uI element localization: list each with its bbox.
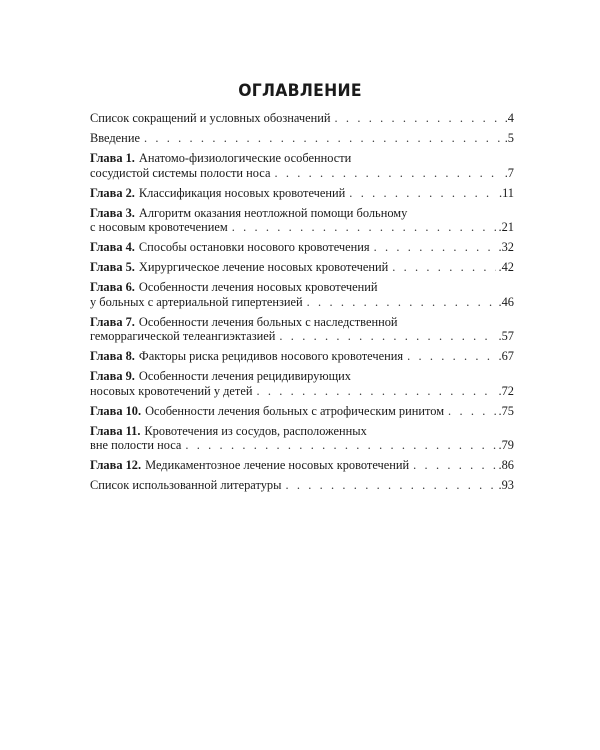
toc-entry-text: Классификация носовых кровотечений: [138, 185, 346, 200]
toc-entry-chapter-8[interactable]: [90, 349, 514, 364]
chapter-number: Глава 4.: [90, 240, 135, 255]
toc-title: ОГЛАВЛЕНИЕ: [238, 81, 362, 101]
toc-entry-text: Анатомо-физиологические особенности: [138, 150, 352, 165]
toc-entry-text: Список использованной литературы: [90, 478, 282, 493]
toc-entry-chapter-4[interactable]: [90, 240, 514, 255]
toc-entry-chapter-7[interactable]: [90, 315, 514, 344]
toc-entry-text: Особенности лечения рецидивирующих: [138, 369, 352, 384]
dot-leader: [413, 458, 495, 473]
dot-leader: [279, 329, 495, 344]
dot-leader: [256, 384, 495, 399]
chapter-number: Глава 5.: [90, 260, 135, 275]
toc-entry-text-continued: с носовым кровотечением: [90, 220, 228, 235]
dot-leader: [335, 111, 502, 126]
toc-entry-abbreviations[interactable]: [90, 111, 514, 126]
toc-entry-text-continued: у больных с артериальной гипертензией: [90, 294, 303, 309]
toc-entry-chapter-2[interactable]: [90, 186, 514, 201]
toc-entry-page: . 57: [499, 329, 515, 344]
chapter-number: Глава 10.: [90, 403, 142, 418]
toc-entry-page: . 46: [499, 295, 515, 310]
toc-entry-text-continued: сосудистой системы полости носа: [90, 165, 271, 180]
dot-leader: [232, 220, 496, 235]
toc-entry-page: . 21: [499, 220, 515, 235]
dot-leader: [185, 438, 495, 453]
toc-entry-page: . 7: [505, 166, 514, 181]
toc-entry-introduction[interactable]: [90, 131, 514, 146]
toc-entry-text: Особенности лечения больных с атрофическим ринитом: [145, 403, 445, 418]
chapter-number: Глава 1.: [90, 150, 135, 165]
toc-entry-page: . 67: [499, 349, 515, 364]
toc-entry-chapter-3[interactable]: [90, 206, 514, 235]
toc-entry-chapter-12[interactable]: [90, 458, 514, 473]
toc-entry-text: Особенности лечения носовых кровотечений: [138, 280, 378, 295]
chapter-number: Глава 8.: [90, 349, 135, 364]
dot-leader: [274, 166, 501, 181]
toc-entry-chapter-11[interactable]: [90, 424, 514, 453]
chapter-number: Глава 7.: [90, 314, 135, 329]
toc-entry-text-continued: вне полости носа: [90, 438, 182, 453]
toc-entry-text: Список сокращений и условных обозначений: [90, 111, 331, 125]
toc-entry-text: Факторы риска рецидивов носового кровотечения: [138, 349, 404, 364]
dot-leader: [285, 478, 495, 493]
toc-entry-chapter-1[interactable]: [90, 151, 514, 180]
dot-leader: [392, 260, 495, 275]
chapter-number: Глава 2.: [90, 185, 135, 200]
toc-entry-page: . 42: [499, 260, 515, 275]
toc-entry-page: . 5: [505, 131, 514, 146]
toc-entry-text: Способы остановки носового кровотечения: [138, 240, 370, 255]
toc-entry-text-continued: геморрагической телеангиэктазией: [90, 329, 276, 344]
toc-entry-chapter-6[interactable]: [90, 280, 514, 309]
toc-entry-page: . 72: [499, 384, 515, 399]
toc-entry-page: . 93: [499, 478, 515, 493]
chapter-number: Глава 9.: [90, 369, 135, 384]
dot-leader: [407, 349, 495, 364]
toc-entry-page: . 86: [499, 458, 515, 473]
dot-leader: [307, 295, 496, 310]
toc-entry-text: Алгоритм оказания неотложной помощи больному: [138, 205, 408, 220]
toc-entry-text: Кровотечения из сосудов, расположенных: [144, 423, 367, 438]
toc-entry-text-continued: носовых кровотечений у детей: [90, 383, 253, 398]
toc-entry-page: . 11: [499, 186, 514, 201]
toc-entry-chapter-9[interactable]: [90, 369, 514, 398]
toc-entry-page: . 79: [499, 438, 515, 453]
dot-leader: [374, 240, 496, 255]
dot-leader: [349, 186, 496, 201]
chapter-number: Глава 12.: [90, 458, 142, 473]
dot-leader: [144, 131, 502, 146]
chapter-number: Глава 11.: [90, 423, 141, 438]
toc-entry-chapter-10[interactable]: [90, 404, 514, 419]
chapter-number: Глава 6.: [90, 280, 135, 295]
toc-list: [90, 111, 514, 498]
toc-entry-text: Медикаментозное лечение носовых кровотечений: [145, 458, 410, 473]
toc-entry-references[interactable]: [90, 478, 514, 493]
toc-entry-text: Особенности лечения больных с наследственной: [138, 314, 398, 329]
toc-entry-chapter-5[interactable]: [90, 260, 514, 275]
dot-leader: [448, 404, 495, 419]
toc-entry-text: Введение: [90, 130, 140, 145]
toc-entry-text: Хирургическое лечение носовых кровотечений: [138, 260, 389, 275]
toc-entry-page: . 32: [499, 240, 515, 255]
chapter-number: Глава 3.: [90, 205, 135, 220]
toc-entry-page: . 75: [499, 404, 515, 419]
toc-entry-page: . 4: [505, 111, 514, 126]
